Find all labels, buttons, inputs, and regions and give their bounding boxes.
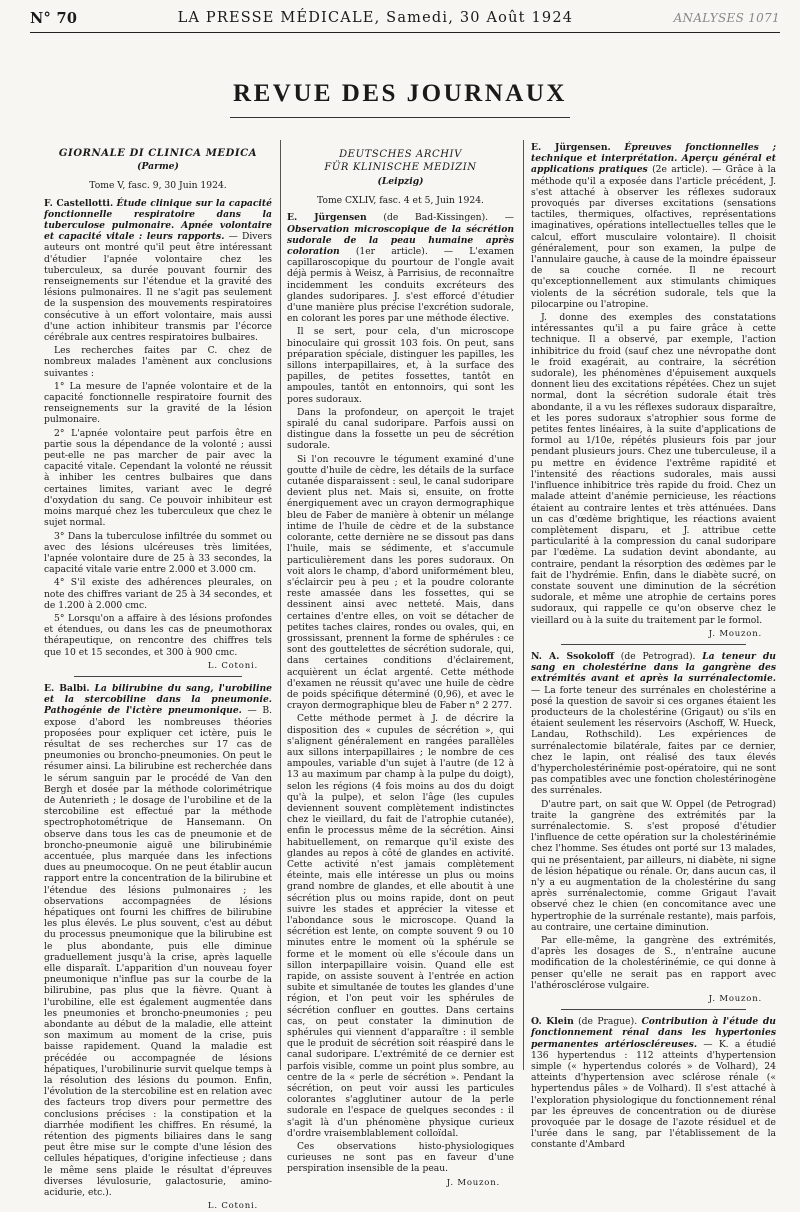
journal-name-line-2: FÜR KLINISCHE MEDIZIN: [324, 162, 477, 173]
author-affiliation: (de Petrograd).: [614, 650, 703, 662]
abstract-text: — Divers auteurs ont montré qu'il peut être intéressant d'étudier l'apnée volontaire chez les tuberculeux, sa durée pouvant fournir des renseignements sur l'étendue et la gravité des lésions pulmonaires. Il ne s'agit pas seulement de la suspension des mouvements respiratoires consécutive à un effort volontaire, mais aussi d'une action inhibiteur transmis par l'écorce cérébrale aux centres respiratoires bulbaires.: [44, 231, 273, 344]
signature: J. Mouzon.: [708, 994, 762, 1005]
abstract-paragraph: 5° Lorsqu'on a affaire à des lésions profondes et étendues, ou dans les cas de pneumothorax thérapeutique, on rencontre des chiffres tels que 10 et 15 secondes, et 300 à 900 cmc.: [44, 612, 272, 658]
abstract-paragraph: 2° L'apnée volontaire peut parfois être en partie sous la dépendance de la volonté ; aussi peut-elle ne pas marcher de pair avec la capacité vitale. Cependant la volonté ne réussit à inhiber les centres bulbaires que dans certaines limites, variant avec le degré d'oxydation du sang. Ce pouvoir inhibiteur est moins marqué chez les tuberculeux que chez le sujet normal.: [44, 427, 272, 529]
article-author: E. Balbi.: [44, 682, 90, 694]
article-author: O. Klein: [531, 1016, 574, 1028]
article-title: La bilirubine du sang, l'urobiline et la stercobiline dans la pneumonie. Pathogénie de l'ictère pneumonique.: [44, 682, 273, 717]
signature: L. Cotoni.: [207, 1201, 258, 1212]
article-note: (2e article).: [647, 164, 708, 176]
article-separator: [561, 644, 746, 645]
journal-name: GIORNALE DI CLINICA MEDICA: [58, 148, 258, 159]
column-2: [287, 142, 514, 1188]
signature: J. Mouzon.: [446, 1177, 500, 1188]
abstract-text: — La forte teneur des surrénales en cholestérine a posé la question de savoir si ces organes étaient les producteurs de la cholestérine (Grigaut) ou s'ils en étaient seulement les réservoirs (Aschoff, W. Hueck, Landau, Rothschild). Les expériences de surrénalectomie bilatérale, faites par ce dernier, chez le lapin, ont réalisé des taux élevés d'hypercholestérinémie post-opératoire, qui ne sont pas compatibles avec une fonction cholestérinogène des surrénales.: [531, 684, 776, 797]
section-title: REVUE DES JOURNAUX: [233, 80, 567, 107]
column-divider: [523, 140, 524, 1070]
journal-name-line-1: DEUTSCHES ARCHIV: [339, 149, 462, 160]
abstract-paragraph: [531, 651, 776, 797]
abstract-paragraph: Par elle-même, la gangrène des extrémités, d'après les dosages de S., n'entraîne aucune modification de la cholestérinémie, ce qui donne à penser qu'elle ne serait pas en rapport avec l'athérosclérose vulgaire.: [531, 935, 776, 991]
journal-heading: [287, 148, 514, 174]
issue-line: Tome CXLIV, fasc. 4 et 5, Juin 1924.: [317, 195, 484, 207]
journal-heading: [44, 148, 272, 159]
running-header: [30, 8, 780, 28]
signature: L. Cotoni.: [207, 660, 258, 671]
abstract-paragraph: Il se sert, pour cela, d'un microscope binoculaire qui grossit 103 fois. On peut, sans préparation spéciale, distinguer les papilles, les sillons interpapillaires, et, à la surface des papilles, de petites fossettes, tantôt en ampoules, tantôt en entonnoirs, qui sont les pores sudoraux.: [287, 326, 514, 405]
column-divider: [280, 140, 281, 1070]
article-separator: [74, 676, 242, 677]
signature: J. Mouzon.: [708, 628, 762, 639]
author-affiliation: (de Bad-Kissingen). —: [366, 212, 514, 224]
city-label: (Leipzig): [377, 176, 424, 187]
article-title: Observation microscopique de la sécrétion sudorale de la peau humaine après coloration: [287, 223, 514, 258]
abstract-text: — B. expose d'abord les nombreuses théories proposées pour expliquer cet ictère, puis le résultat de ses recherches sur 17 cas de pneumonies ou broncho-pneumonies. On peut le résumer ainsi. La bilirubine est recherchée dans le sérum sanguin par le procédé de Van den Bergh et dosée par la méthode colorimétrique de Autenrieth ; le dosage de l'urobiline et de la stercobiline est effectué par la méthode spectrophotométrique de Hansemann. On observe dans tous les cas de pneumonie et de broncho-pneumonie aiguë une bilirubinémie accentuée, plus marquée dans les infections dues au pneumocoque. On ne peut établir aucun rapport entre la concentration de la bilirubine et l'étendue des lésions pulmonaires ; les observations accompagnées de lésions hépatiques ont fourni les chiffres de bilirubine les plus élevés. Le plus souvent, c'est au début du processus pneumonique que la bilirubine est le plus abondante, puis elle diminue graduellement jusqu'à la crise, après laquelle elle disparaît. L'apparition d'un nouveau foyer pneumonique n'influe pas sur la courbe de la bilirubine, pas plus que la fièvre. Quant à l'urobiline, elle est également augmentée dans les pneumonies et broncho-pneumonies ; peu abondante au début de la maladie, elle atteint son maximum au moment de la crise, puis baisse rapidement. Quand la maladie est précédée ou accompagnée de lésions hépatiques, l'urobilinurie survit quelque temps à la résolution des lésions du poumon. Enfin, l'évolution de la stercobiline est en relation avec des facteurs trop divers pour permettre des conclusions précises : la constipation et la diarrhée modifient les chiffres. En résumé, la rétention des pigments biliaires dans le sang peut être mise sur le compte d'une lésion des cellules hépatiques, d'origine infectieuse ; dans le même sens plaide le résultat d'épreuves diverses lévulosurie, galactosurie, amino-acidurie, etc.).: [44, 705, 272, 1199]
journal-city: [287, 176, 514, 187]
abstract-paragraph: D'autre part, on sait que W. Oppel (de Petrograd) traite la gangrène des extrémités par la surrénalectomie. S. s'est proposé d'étudier l'influence de cette opération sur la cholestérinémie chez l'homme. Ses études ont porté sur 13 malades, qui ne présentaient, par ailleurs, ni diabète, ni signe de lésion hépatique ou rénale. Or, dans aucun cas, il n'y a eu augmentation de la cholestérine du sang après surrénalectomie, comme Grigaut l'avait observé chez le chien (en concomitance avec une hypertrophie de la surrénale restante), mais parfois, au contraire, une certaine diminution.: [531, 798, 776, 933]
column-3: [531, 142, 776, 1151]
article-title: Épreuves fonctionnelles ; technique et interprétation. Aperçu général et applications pratiques: [531, 142, 776, 176]
header-rule: [30, 32, 780, 33]
abstract-text: — K. a étudié 136 hypertendus : 112 atteints d'hypertension simple (« hypertendus colorés » de Volhard), 24 atteints d'hypertension avec sclérose rénale (« hypertendus pâles » de Volhard). Il s'est attaché à l'exploration physiologique du fonctionnement rénal par les épreuves de concentration ou de diurèse provoquée par le dosage de l'azote résiduel et de l'urée dans le sang, par l'établissement de la constante d'Ambard: [531, 1038, 776, 1151]
running-head-right: ANALYSES 1071: [673, 11, 780, 25]
abstract-paragraph: [44, 198, 272, 344]
abstract-text: — Grâce à la méthode qu'il a exposée dans l'article précédent, J. s'est attaché à observer les réflexes sudoraux provoqués par diverses excitations (sensations tactiles, thermiques, olfactives, représentations imaginatives, opérations intellectuelles telles que le calcul, effort musculaire volontaire). Il choisit généralement, pour son examen, la pulpe de l'annulaire gauche, à cause de la moindre épaisseur de sa couche cornée. Il ne recourt qu'exceptionnellement aux stimulants chimiques violents de la sécrétion sudorale, tels que la pilocarpine ou l'atropine.: [531, 164, 776, 310]
abstract-paragraph: Dans la profondeur, on aperçoit le trajet spiralé du canal sudoripare. Parfois aussi on distingue dans la fossette un peu de sécrétion sudorale.: [287, 406, 514, 452]
page-number: N° 70: [30, 9, 78, 27]
abstract-paragraph: [531, 1016, 776, 1150]
abstract-paragraph: [531, 142, 776, 310]
abstract-paragraph: [44, 683, 272, 1198]
article-author: E. Jürgensen.: [531, 142, 611, 153]
column-1: [44, 142, 273, 1212]
abstract-paragraph: [287, 212, 514, 324]
city-label: (Parme): [137, 161, 179, 173]
author-affiliation: (de Prague).: [573, 1016, 642, 1028]
abstract-paragraph: 3° Dans la tuberculose infiltrée du sommet ou avec des lésions ulcéreuses très limitées, l'apnée volontaire dure de 25 à 33 secondes, la capacité vitale varie entre 2.000 et 3.000 cm.: [44, 530, 272, 576]
abstract-paragraph: 1° La mesure de l'apnée volontaire et de la capacité fonctionnelle respiratoire fournit des renseignements sur la gravité de la lésion pulmonaire.: [44, 380, 272, 426]
article-author: F. Castellotti.: [44, 197, 114, 209]
abstract-paragraph: J. donne des exemples des constatations intéressantes qu'il a pu faire grâce à cette technique. Il a observé, par exemple, l'action inhibitrice du froid (sauf chez une névropathe dont le froid exagérait, au contraire, la sécrétion sudorale), les phénomènes d'épuisement auxquels donnent lieu des excitations répétées. Chez un sujet normal, dont la sécrétion sudorale était très abondante, il a vu les réflexes sudoraux disparaître, et les pores sudoraux s'atrophier sous forme de petites fentes linéaires, à la suite d'applications de formol au 1/10e, répétés plusieurs fois par jour pendant plusieurs jours. Chez une tuberculeuse, il a pu mettre en évidence l'extrême rapidité et l'intensité des réactions sudorales, mais aussi l'influence inhibitrice très rapide du froid. Chez un malade atteint d'anémie pernicieuse, les réactions étaient au contraire lentes et très atténuées. Dans un cas d'œdème brightique, les réactions avaient complètement disparu, et J. attribue cette particularité à la compression du canal sudoripare par l'œdème. La sudation devint abondante, au contraire, pendant la résorption des œdèmes par le fait de l'hydrémie. Enfin, dans le diabète sucré, on constate souvent une diminution de la sécrétion sudorale, et même une atrophie de certains pores sudoraux, qui rappelle ce qu'on observe chez le vieillard ou à la suite du traitement par le formol.: [531, 312, 776, 626]
article-note: (1er article).: [339, 246, 428, 258]
article-title: La teneur du sang en cholestérine dans la gangrène des extrémités avant et après la surrénalectomie.: [531, 650, 776, 685]
abstract-paragraph: 4° S'il existe des adhérences pleurales, on note des chiffres variant de 25 à 34 secondes, et de 1.200 à 2.000 cmc.: [44, 577, 272, 611]
article-title: Étude clinique sur la capacité fonctionnelle respiratoire dans la tuberculose pulmonaire. Apnée volontaire et capacité vitale : leurs rapports.: [44, 197, 272, 243]
abstract-text: — L'examen capillaroscopique du pourtour de l'ongle avait déjà permis à Weisz, à Parrisius, de reconnaître incidemment les conduits excréteurs des glandes sudoripares. J. s'est efforcé d'étudier d'une manière plus précise l'excrétion sudorale, en colorant les pores par une méthode élective.: [287, 246, 514, 325]
article-title: Contribution à l'étude du fonctionnement rénal dans les hypertonies permanentes artérioscléreuses.: [531, 1016, 776, 1050]
journal-masthead: LA PRESSE MÉDICALE, Samedi, 30 Août 1924: [177, 10, 574, 26]
abstract-paragraph: Cette méthode permet à J. de décrire la disposition des « cupules de sécrétion », qui s'alignent généralement en rangées parallèles aux sillons interpapillaires ; le nombre de ces ampoules, variable d'un sujet à l'autre (de 12 à 13 au maximum par champ à la pulpe du doigt), selon les régions (4 fois moins au dos du doigt qu'à la pulpe), et selon l'âge (les cupules deviennent souvent complètement indistinctes chez le vieillard, du fait de l'atrophie cutanée), enfin le processus même de la sécrétion. Ainsi habituellement, on remarque qu'il existe des glandes au repos à côté de glandes en activité. Cette activité n'est jamais complètement éteinte, mais elle intéresse un plus ou moins grand nombre de glandes, et elle aboutit à une sécrétion plus ou moins rapide, dont on peut suivre les stades et apprécier la vitesse et l'abondance sous le microscope. Quand la sécrétion est lente, on compte souvent 9 ou 10 minutes entre le moment où la sphérule se forme et le moment où elle s'écoule dans un sillon interpapillaire voisin. Quand elle est rapide, on assiste souvent à l'entrée en action subite et simultanée de toutes les glandes d'une région, et l'on peut voir les sphérules de sécrétion confluer en gouttes. Dans certains cas, on peut constater la diminution de sphérules qui viennent d'apparaître : il semble que le produit de sécrétion soit réaspiré dans le canal sudoripare. L'extrémité de ce dernier est parfois visible, comme un point plus sombre, au centre de la « perle de sécrétion ». Pendant la sécrétion, on peut voir aussi les particules colorantes s'agglutiner autour de la perle sudorale en l'espace de quelques secondes : il s'agit là d'un phénomène physique curieux d'ordre vraisemblablement colloïdal.: [287, 713, 514, 1139]
journal-city: [44, 161, 272, 172]
section-title-rule: [230, 117, 570, 118]
article-separator: [561, 1009, 746, 1010]
issue-line: Tome V, fasc. 9, 30 Juin 1924.: [89, 180, 227, 192]
abstract-paragraph: Si l'on recouvre le tégument examiné d'une goutte d'huile de cèdre, les détails de la surface cutanée disparaissent : seul, le canal sudoripare devient plus net. Mais si, ensuite, on frotte énergiquement avec un crayon dermographique bleu de Faber de manière à obtenir un mélange intime de l'huile de cèdre et de la substance colorante, cette dernière ne se dissout pas dans l'huile, mais se sédimente, et s'accumule particulièrement dans les pores sudoraux. On voit alors le champ, d'abord uniformément bleu, s'éclaircir peu à peu ; et la poudre colorante reste amassée dans les fossettes, qui se dessinent ainsi avec netteté. Mais, dans certaines d'entre elles, on voit se détacher de petites taches claires, rondes ou ovales, qui, en grossissant, prennent la forme de sphérules : ce sont des gouttelettes de sécrétion sudorale, qui, dans certaines conditions d'éclairement, acquièrent un éclat argenté. Cette méthode d'examen ne réussit qu'avec une huile de cèdre de poids spécifique déterminé (0,96), et avec le crayon dermographique bleu de Faber n° 2 277.: [287, 453, 514, 712]
article-author: E. Jürgensen: [287, 212, 367, 224]
abstract-paragraph: Ces observations histo-physiologiques curieuses ne sont pas en faveur d'une perspiration insensible de la peau.: [287, 1141, 514, 1175]
abstract-paragraph: Les recherches faites par C. chez de nombreux malades l'amènent aux conclusions suivantes :: [44, 345, 272, 379]
article-author: N. A. Ssokoloff: [531, 650, 615, 662]
